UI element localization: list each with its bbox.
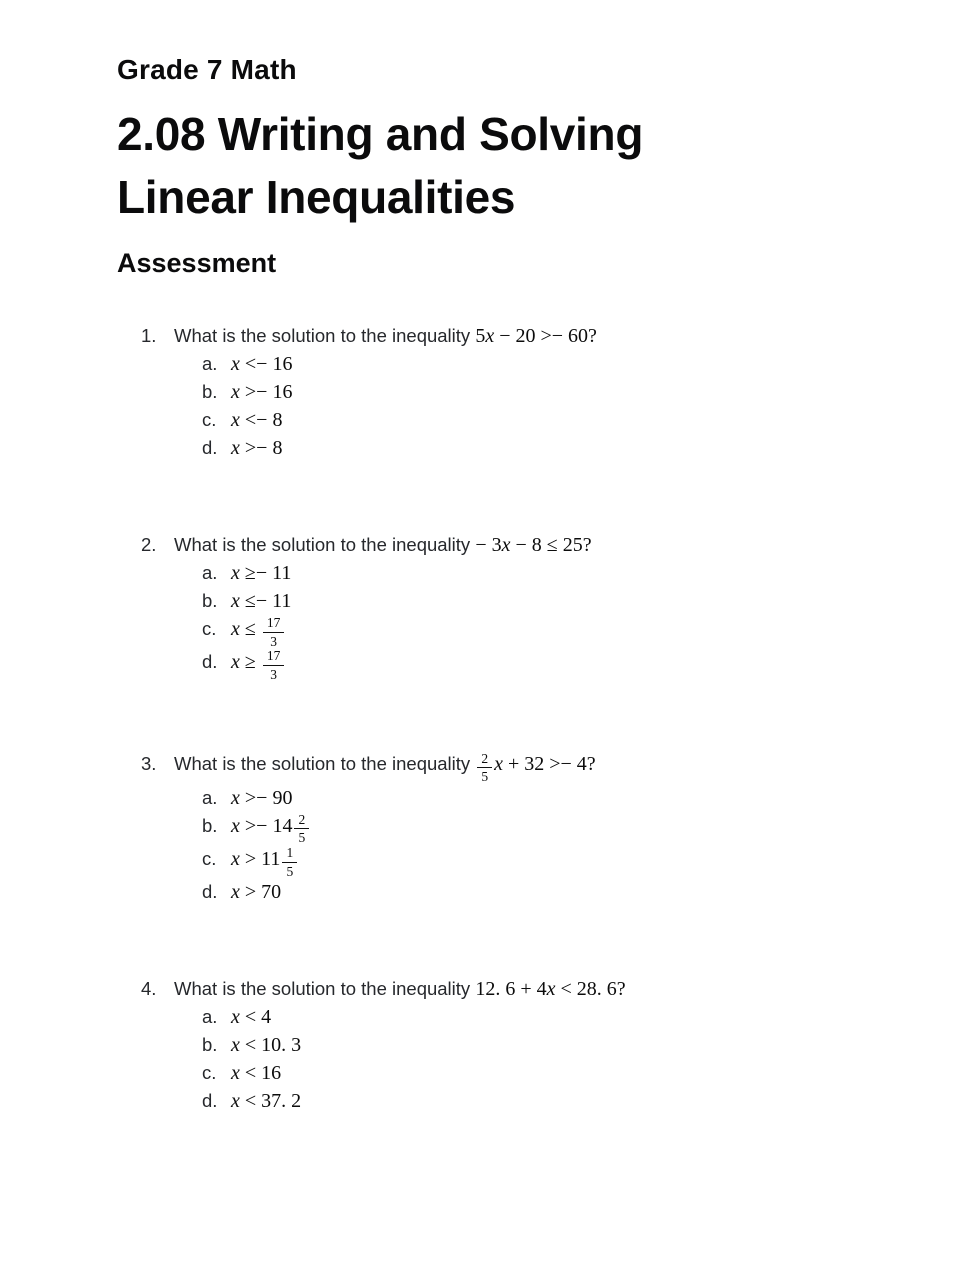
math-variable: x [231,562,240,584]
math-text: >− 8 [239,437,283,459]
options [174,350,929,462]
option-b [174,812,929,845]
math-text: − 20 >− 60? [494,325,597,347]
option-letter: a. [202,562,218,583]
prompt-text: What is the solution to the inequality [174,978,476,1000]
options [174,784,929,906]
prompt-text: What is the solution to the inequality [174,325,476,346]
math-text: ≥− 11 [239,562,292,584]
option-math [231,1062,281,1083]
option-math [231,353,292,374]
math-text: − 3 [475,534,502,556]
fraction-denominator: 3 [270,666,277,682]
option-math [231,1034,301,1055]
option-b [174,1031,929,1059]
math-text: < 10. 3 [239,1034,302,1057]
option-b [174,378,929,406]
fraction-denominator: 5 [298,830,306,846]
option-letter: c. [202,847,217,869]
option-math [231,811,311,846]
prompt-math [475,534,591,555]
math-text: > 70 [239,881,282,904]
fraction-numerator: 17 [263,649,285,666]
math-text: 12. 6 + 4 [475,978,547,1001]
math-text: <− 8 [239,409,283,431]
section-heading: Assessment [117,248,277,278]
option-c [174,1059,929,1087]
option-c [174,406,929,434]
option-math [231,590,291,611]
question-prompt [174,750,929,783]
option-a [174,350,929,378]
fraction [294,813,309,845]
option-letter: b. [202,814,218,836]
math-variable: x [231,437,240,459]
math-variable: x [231,618,240,640]
math-variable: x [231,1006,240,1029]
fraction-denominator: 5 [286,863,294,879]
prompt-text: What is the solution to the inequality [174,753,476,775]
fraction-numerator: 2 [477,752,492,769]
math-variable: x [231,1034,240,1057]
option-math [231,787,292,808]
option-a [174,784,929,812]
fraction-numerator: 1 [282,846,297,863]
math-text: ≤ [239,618,261,640]
math-text: 5 [475,325,486,347]
math-text: + 32 >− 4? [502,753,596,776]
math-variable: x [231,786,240,809]
math-text: ≤− 11 [239,590,292,612]
title-line-2: Linear Inequalities [117,171,516,223]
math-variable: x [231,409,240,431]
option-math [231,437,282,458]
question-3 [141,750,929,906]
math-text: < 4 [239,1006,272,1029]
option-letter: a. [202,1006,218,1028]
math-text: >− 90 [239,786,293,809]
option-math [231,409,282,430]
math-variable: x [231,353,240,375]
math-text: < 28. 6? [555,978,626,1001]
option-letter: a. [202,786,218,808]
option-math [231,1090,301,1111]
prompt-math [475,978,625,999]
option-b [174,587,929,615]
math-variable: x [546,978,556,1001]
question-number: 3. [141,753,157,775]
math-text: >− 16 [239,381,293,403]
question-body [174,750,929,906]
option-d [174,1087,929,1115]
math-variable: x [494,753,503,776]
option-a [174,1003,929,1031]
question-prompt [174,531,929,559]
option-letter: c. [202,1062,217,1084]
question-number: 4. [141,978,157,1000]
option-d [174,648,929,681]
question-body [174,322,929,462]
fraction-numerator: 17 [263,616,285,633]
math-text: > 11 [239,847,281,870]
math-text: − 8 ≤ 25? [510,534,592,556]
question-number: 1. [141,325,157,346]
option-math [231,615,286,649]
math-variable: x [231,881,240,904]
math-text: <− 16 [239,353,293,375]
option-letter: d. [202,1090,218,1112]
math-text: ≥ [239,651,261,674]
prompt-math [475,750,596,785]
fraction-denominator: 5 [481,769,489,785]
fraction [477,752,492,784]
option-letter: d. [202,651,218,673]
question-prompt [174,975,929,1003]
question-2 [141,531,929,681]
question-body [174,531,929,681]
math-variable: x [231,1090,240,1113]
option-letter: d. [202,437,218,458]
question-body [174,975,929,1115]
option-letter: d. [202,881,218,903]
fraction [263,649,285,681]
math-variable: x [231,847,240,870]
option-c [174,845,929,878]
math-variable: x [231,1062,240,1085]
math-variable: x [231,651,240,674]
option-d [174,878,929,906]
prompt-text: What is the solution to the inequality [174,534,476,555]
option-a [174,559,929,587]
math-text: < 16 [239,1062,282,1085]
option-math [231,381,292,402]
prompt-math [475,325,597,346]
option-math [231,1006,271,1027]
title-line-1: 2.08 Writing and Solving [117,108,644,160]
option-math [231,845,299,879]
course-label: Grade 7 Math [117,54,297,85]
fraction [282,846,297,878]
fraction [263,616,285,648]
math-variable: x [485,325,495,347]
options [174,559,929,681]
option-letter: c. [202,409,217,430]
option-d [174,434,929,462]
fraction-denominator: 3 [270,633,277,649]
math-variable: x [231,814,240,837]
option-math [231,881,281,902]
math-variable: x [501,534,511,556]
option-math [231,648,286,682]
fraction-numerator: 2 [294,813,309,830]
question-list [117,322,929,1115]
option-letter: b. [202,381,218,402]
question-number: 2. [141,534,157,555]
option-c [174,615,929,648]
option-letter: b. [202,1034,218,1056]
option-letter: b. [202,590,218,611]
math-text: < 37. 2 [239,1090,302,1113]
math-text: >− 14 [239,814,293,837]
options [174,1003,929,1115]
option-math [231,562,291,583]
question-prompt [174,322,929,350]
question-1 [141,322,929,462]
option-letter: a. [202,353,218,374]
option-letter: c. [202,618,217,639]
page-title [117,103,929,229]
math-variable: x [231,381,240,403]
math-variable: x [231,590,240,612]
question-4 [141,975,929,1115]
